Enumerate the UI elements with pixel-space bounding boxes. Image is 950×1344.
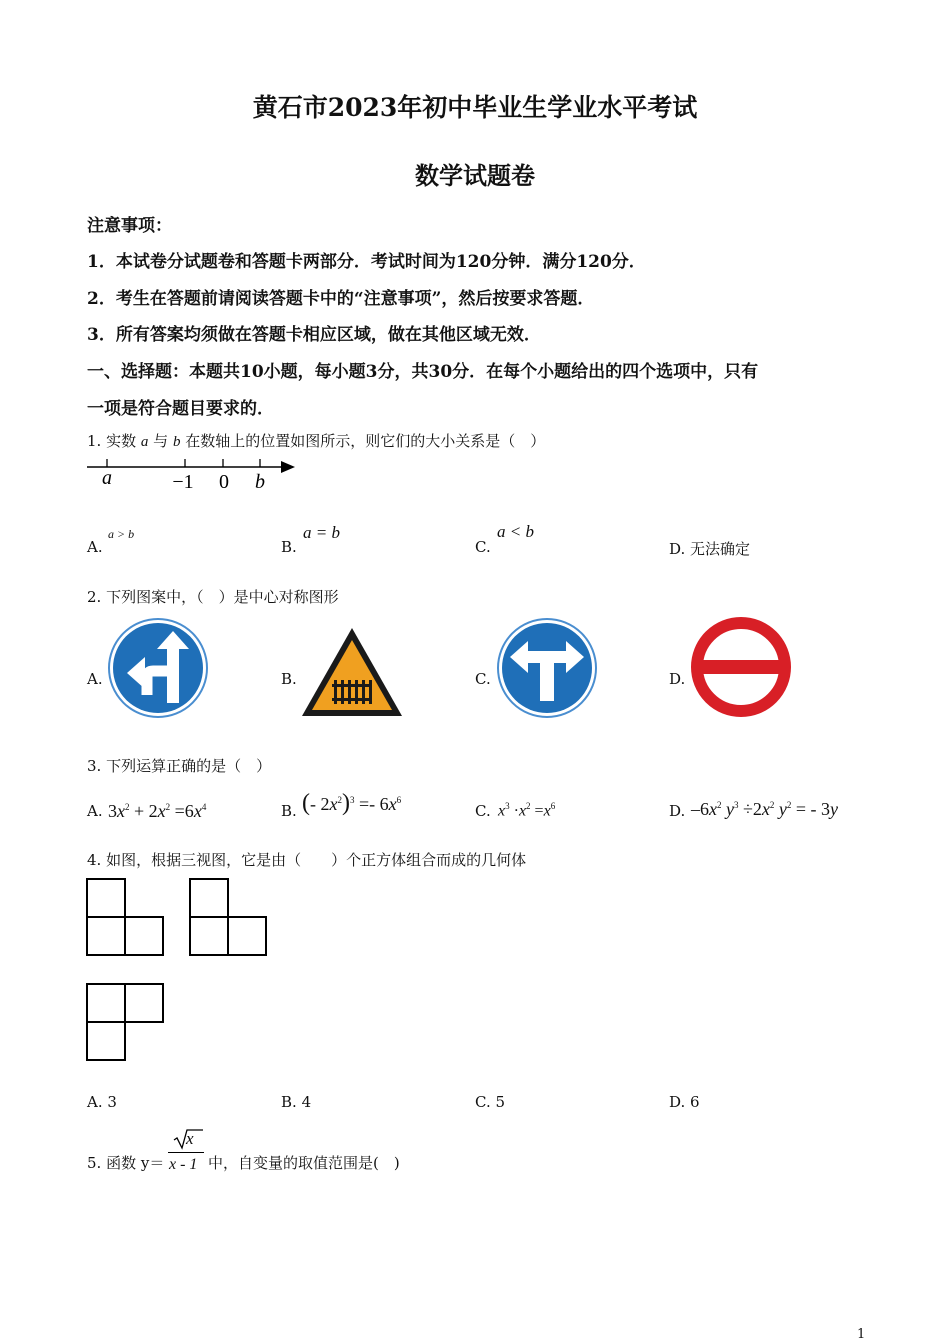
question-4-stem: 4. 如图，根据三视图，它是由（ ）个正方体组合而成的几何体 — [87, 851, 527, 869]
q4-option-a-value: 3 — [107, 1093, 117, 1111]
question-2-stem: 2. 下列图案中，（ ）是中心对称图形 — [87, 588, 339, 606]
q3-option-d-math: $-6x^2$ $y^3 \div 2x^2$ $y^2$ = - 3y — [691, 799, 839, 819]
axis-label-neg1: −1 — [172, 471, 194, 493]
q1-option-c-letter[interactable]: C. — [475, 538, 491, 556]
note-item-2: 2．考生在答题前请阅读答题卡中的“注意事项”，然后按要求答题． — [87, 289, 595, 309]
q3-option-a-math: $3x^2 + 2x^2 =6x^4$ — [108, 801, 207, 821]
exam-subtitle: 数学试题卷 — [415, 161, 535, 190]
axis-label-a: a — [102, 467, 112, 489]
number-line — [85, 455, 300, 495]
section-heading-line1: 一、选择题：本题共10小题，每小题3分，共30分．在每个小题给出的四个选项中，只有 — [87, 362, 759, 382]
note-item-1: 1．本试卷分试题卷和答题卡两部分．考试时间为120分钟．满分120分． — [87, 252, 646, 272]
q2-option-b-letter[interactable]: B. — [281, 670, 297, 688]
q3-option-b-math: (- $2x^2)^3 =- 6x^6$ — [302, 790, 402, 816]
q4-option-d-value: 6 — [690, 1093, 700, 1111]
fraction-bar — [168, 1152, 204, 1153]
q4-option-d[interactable] — [669, 1093, 700, 1111]
q5-fraction — [167, 1126, 207, 1178]
q1-stem-prefix: 1. 实数 — [87, 432, 137, 450]
q5-suffix: 中，自变量的取值范围是( ) — [208, 1154, 400, 1172]
q1-option-d-letter: D. — [669, 540, 686, 558]
q1-option-c-math: a < b — [497, 522, 534, 541]
section-heading-line2: 一项是符合题目要求的． — [87, 399, 274, 419]
q4-option-c-value: 5 — [495, 1093, 506, 1111]
note-item-3: 3．所有答案均须做在答题卡相应区域，做在其他区域无效． — [87, 325, 541, 345]
q3-option-c-math: $x^3 \cdot x^2 =x^6$ — [498, 801, 556, 820]
q4-option-b-value: 4 — [301, 1093, 312, 1111]
number-line-arrow-icon — [281, 461, 295, 473]
q3-option-d-letter[interactable]: D. — [669, 802, 686, 820]
q4-option-b[interactable] — [281, 1093, 311, 1111]
q3-option-b-letter[interactable]: B. — [281, 802, 297, 820]
axis-label-b: b — [255, 471, 265, 493]
q3-option-c-letter[interactable]: C. — [475, 802, 491, 820]
side-view-figure — [189, 878, 271, 960]
q3-option-a-letter[interactable]: A. — [87, 802, 103, 820]
page-number: 1 — [857, 1327, 866, 1342]
q2-option-a-letter[interactable]: A. — [87, 670, 103, 688]
q1-var-a: a — [140, 434, 149, 450]
q4-option-d-letter: D. — [669, 1093, 686, 1111]
q4-option-b-letter: B. — [281, 1093, 297, 1111]
turn-left-or-straight-sign-icon — [107, 617, 209, 719]
q5-denominator: x - 1 — [169, 1156, 198, 1173]
q1-option-a-math: a > b — [108, 527, 135, 541]
top-view-figure — [86, 983, 168, 1065]
q1-option-d-text: 无法确定 — [690, 540, 751, 558]
q1-stem-mid: 与 — [153, 432, 169, 450]
q1-var-b: b — [172, 434, 181, 450]
turn-left-or-right-sign-icon — [496, 617, 598, 719]
q5-numerator: x — [186, 1129, 194, 1148]
q2-option-c-letter[interactable]: C. — [475, 670, 491, 688]
railway-crossing-warning-sign-icon — [300, 626, 404, 720]
no-entry-sign-icon — [689, 615, 793, 719]
axis-label-zero: 0 — [219, 471, 229, 493]
q2-option-d-letter[interactable]: D. — [669, 670, 686, 688]
q1-option-a-letter[interactable]: A. — [87, 538, 103, 556]
q4-option-a-letter: A. — [87, 1093, 103, 1111]
q4-option-a[interactable] — [87, 1093, 117, 1111]
exam-title: 黄石市2023年初中毕业生学业水平考试 — [252, 93, 698, 122]
q4-option-c-letter: C. — [475, 1093, 491, 1111]
q1-option-b-letter[interactable]: B. — [281, 538, 297, 556]
q5-prefix: 5. 函数 y＝ — [87, 1154, 165, 1172]
question-1-stem — [87, 430, 545, 451]
notes-heading: 注意事项： — [87, 216, 172, 236]
q1-option-b-math: a = b — [303, 523, 340, 542]
q1-stem-suffix: 在数轴上的位置如图所示，则它们的大小关系是（ ） — [185, 432, 546, 450]
question-3-stem: 3. 下列运算正确的是（ ） — [87, 757, 272, 775]
q4-option-c[interactable] — [475, 1093, 505, 1111]
front-view-figure — [86, 878, 168, 960]
q1-option-d[interactable] — [669, 538, 750, 559]
